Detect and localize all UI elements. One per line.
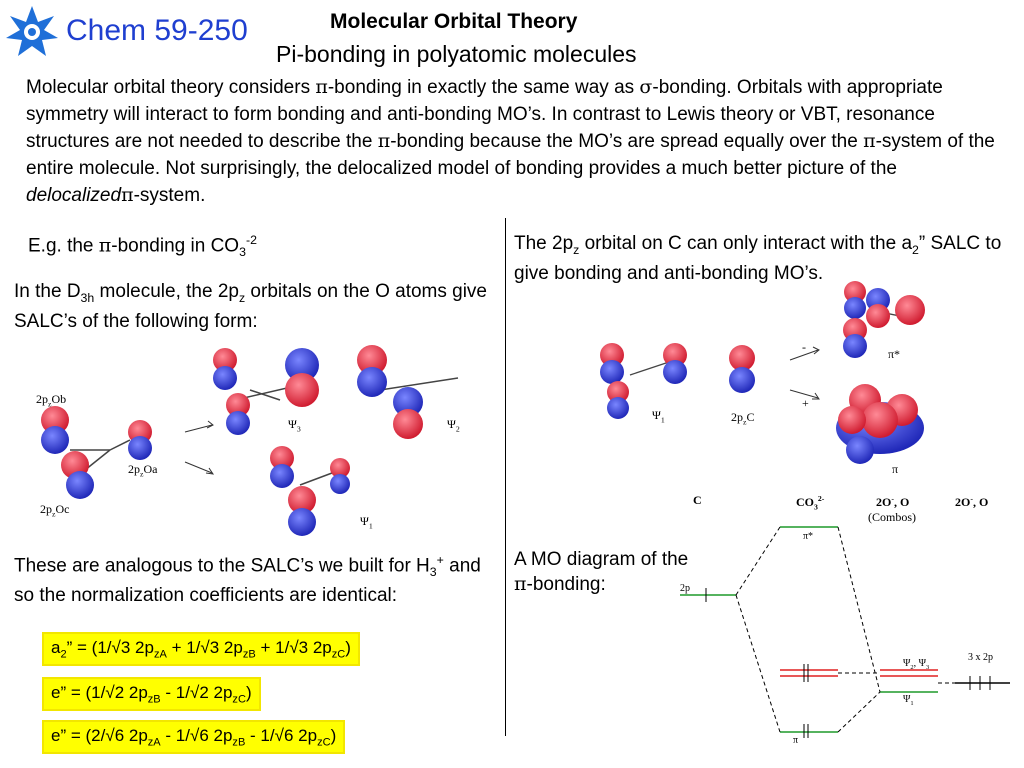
mo-label-psi1: $\Psi_1$ <box>903 694 914 707</box>
right-paragraph: The $2p_z$ orbital on C can only interact with the $a_2$” SALC to give bonding and anti-bonding MO’s. <box>514 233 1002 284</box>
psi2-orbital-set <box>357 345 458 439</box>
col-header-2o: 2O-, O <box>876 494 910 509</box>
col-header-2o-atoms: 2O-, O <box>955 494 989 509</box>
salc-arrows <box>185 421 213 474</box>
analogous-paragraph: These are analogous to the SALC’s we built for $H_3^+$ and so the normalization coefficients are identical: <box>14 553 481 607</box>
label-2pzc: $2p_zC$ <box>731 410 755 427</box>
col-header-c: C <box>693 493 702 507</box>
psi3-orbital-set <box>213 348 319 435</box>
label-pi-star: π* <box>888 347 901 361</box>
mo-label-2p: 2p <box>680 583 690 594</box>
mo-energy-diagram <box>670 520 1020 760</box>
psi1-set <box>600 343 687 419</box>
psi1-orbital-set <box>270 446 350 536</box>
university-logo <box>4 4 60 60</box>
equation-a2: $a_2$” = (1/√3 $2p_{zA} + 1/√3$ $2p_{zB} + 1/√3$ $2p_{zC}$) <box>42 632 360 666</box>
label-psi2: $\Psi_2$ <box>447 417 460 434</box>
example-heading: E.g. the π-bonding in $CO_3^{-2}$ <box>28 233 257 260</box>
page-subtitle: Pi-bonding in polyatomic molecules <box>276 41 637 67</box>
pi-bonding-set <box>836 384 924 464</box>
pi-mo-figure <box>590 280 1010 480</box>
course-title: Chem 59-250 <box>66 14 248 47</box>
salc-figure <box>20 340 500 540</box>
equation-e1: e” = (1/√2 $2p_{zB} - 1/√2$ $2p_{zC}$) <box>42 677 261 711</box>
mo-label-3x2p: 3 x 2p <box>968 652 993 663</box>
page-title: Molecular Orbital Theory <box>330 10 578 33</box>
pi-star-set <box>843 281 925 358</box>
label-2pzob: $2p_zOb$ <box>36 392 67 409</box>
label-plus: + <box>802 396 809 410</box>
d3h-paragraph: In the $D_{3h}$ molecule, the $2p_z$ orbitals on the O atoms give SALC’s of the following form: <box>14 281 487 332</box>
label-2pzoc: $2p_zOc$ <box>40 502 70 519</box>
mo-label-psi23: $\Psi_2$, $\Psi_3$ <box>903 658 930 671</box>
mo-diagram-caption: A MO diagram of the π-bonding: <box>514 549 689 595</box>
col-header-combos: (Combos) <box>868 510 916 524</box>
label-2pzoa: $2p_zOa$ <box>128 462 158 479</box>
co3-orbital-set <box>41 406 152 499</box>
label-pi: π <box>892 462 899 476</box>
mo-label-pi-star: π* <box>803 531 814 542</box>
label-psi1-right: $\Psi_1$ <box>652 408 665 425</box>
col-header-co3: $CO_3^{2-}$ <box>796 494 825 512</box>
column-divider <box>505 218 506 736</box>
mo-label-pi: π <box>793 735 799 746</box>
label-psi1: $\Psi_1$ <box>360 514 373 531</box>
c-2pz-orbital <box>729 345 755 393</box>
label-minus: - <box>802 340 806 354</box>
intro-paragraph: Molecular orbital theory considers π-bonding in exactly the same way as σ-bonding. Orbitals with appropriate symmetry will interact to form bonding and anti-bonding MO’s. In contrast to Lewis theory or VBT, resonance structures are not needed to describe the π-bonding because the MO’s are spread equally over the π-system of the entire molecule. Not surprisingly, the delocalized model of bonding provides a much better picture of the delocalizedπ-system. <box>26 76 995 206</box>
equation-e2: e” = (2/√6 $2p_{zA} - 1/√6$ $2p_{zB} - 1/√6$ $2p_{zC}$) <box>42 720 345 754</box>
label-psi3: $\Psi_3$ <box>288 417 301 434</box>
